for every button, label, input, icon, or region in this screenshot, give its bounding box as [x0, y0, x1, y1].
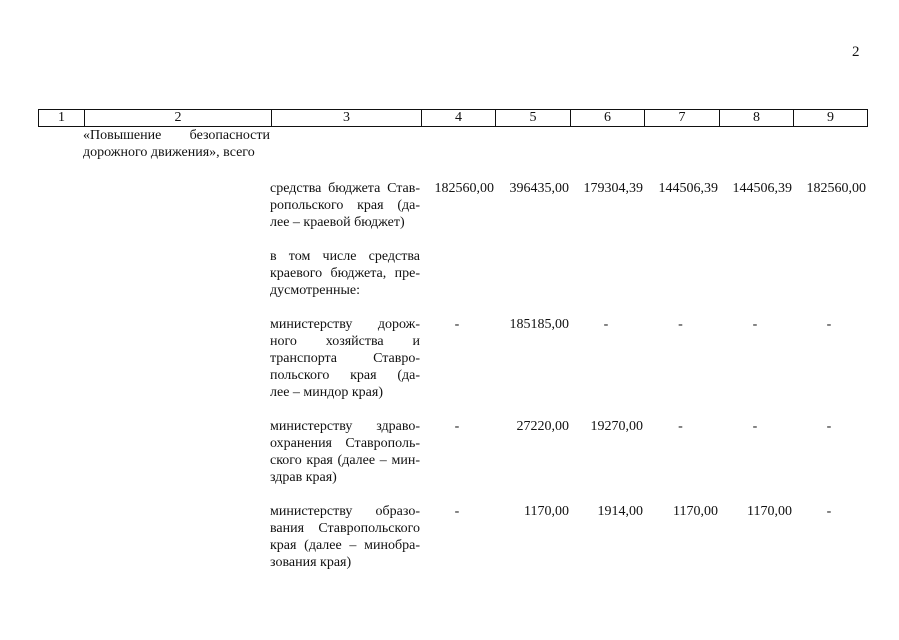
row-label-line: края (далее – минобра- [270, 538, 420, 553]
row-label-line: ского края (далее – мин- [270, 453, 420, 468]
value-cell: 144506,39 [658, 181, 718, 196]
value-cell: - [454, 419, 460, 434]
value-cell: - [454, 504, 460, 519]
header-cell-4: 4 [421, 110, 495, 126]
row-label-line: ного хозяйства и [270, 334, 420, 349]
value-cell: - [826, 317, 832, 332]
value-cell: - [678, 317, 683, 332]
header-cell-5: 5 [495, 110, 570, 126]
row-label [270, 503, 420, 571]
page-number: 2 [852, 44, 860, 60]
table-header-row [38, 109, 868, 127]
value-cell: 396435,00 [509, 181, 569, 196]
value-cell: 144506,39 [732, 181, 792, 196]
program-name-line: «Повышение безопасности [83, 128, 270, 143]
row-label-line: министерству дорож- [270, 317, 420, 332]
program-name [83, 127, 270, 161]
row-label-line: зования края) [270, 555, 352, 570]
header-cell-3: 3 [271, 110, 421, 126]
value-cell: 179304,39 [583, 181, 643, 196]
value-cell: - [826, 504, 832, 519]
row-label-line: лее – краевой бюджет) [270, 215, 405, 230]
row-label-line: вания Ставропольского [270, 521, 420, 536]
header-cell-2: 2 [84, 110, 271, 126]
row-label [270, 248, 420, 299]
value-cell: - [826, 419, 832, 434]
header-cell-8: 8 [719, 110, 793, 126]
row-label [270, 316, 420, 401]
program-name-line: дорожного движения», всего [83, 145, 255, 160]
header-cell-6: 6 [570, 110, 644, 126]
value-cell: 1170,00 [524, 504, 569, 519]
row-label-line: транспорта Ставро- [270, 351, 420, 366]
row-label-line: краевого бюджета, пре- [270, 266, 420, 281]
row-label-line: дусмотренные: [270, 283, 361, 298]
value-cell: 1170,00 [747, 504, 792, 519]
header-cell-9: 9 [793, 110, 867, 126]
row-label-line: охранения Ставрополь- [270, 436, 420, 451]
value-cell: - [752, 419, 758, 434]
value-cell: 1914,00 [597, 504, 643, 519]
value-cell: - [678, 419, 683, 434]
row-label-line: ропольского края (да- [270, 198, 420, 213]
value-cell: 185185,00 [509, 317, 569, 332]
row-label-line: здрав края) [270, 470, 337, 485]
value-cell: 182560,00 [434, 181, 494, 196]
row-label-line: польского края (да- [270, 368, 420, 383]
row-label-line: министерству образо- [270, 504, 420, 519]
header-cell-1: 1 [58, 110, 65, 125]
value-cell: - [603, 317, 609, 332]
value-cell: - [752, 317, 758, 332]
value-cell: - [454, 317, 460, 332]
row-label-line: лее – миндор края) [270, 385, 383, 400]
row-label [270, 418, 420, 486]
row-label-line: средства бюджета Став- [270, 181, 420, 196]
row-label-line: министерству здраво- [270, 419, 420, 434]
value-cell: 1170,00 [673, 504, 718, 519]
value-cell: 182560,00 [806, 181, 866, 196]
value-cell: 19270,00 [590, 419, 643, 434]
value-cell: 27220,00 [516, 419, 569, 434]
header-cell-7: 7 [644, 110, 719, 126]
row-label [270, 180, 420, 231]
row-label-line: в том числе средства [270, 249, 420, 264]
